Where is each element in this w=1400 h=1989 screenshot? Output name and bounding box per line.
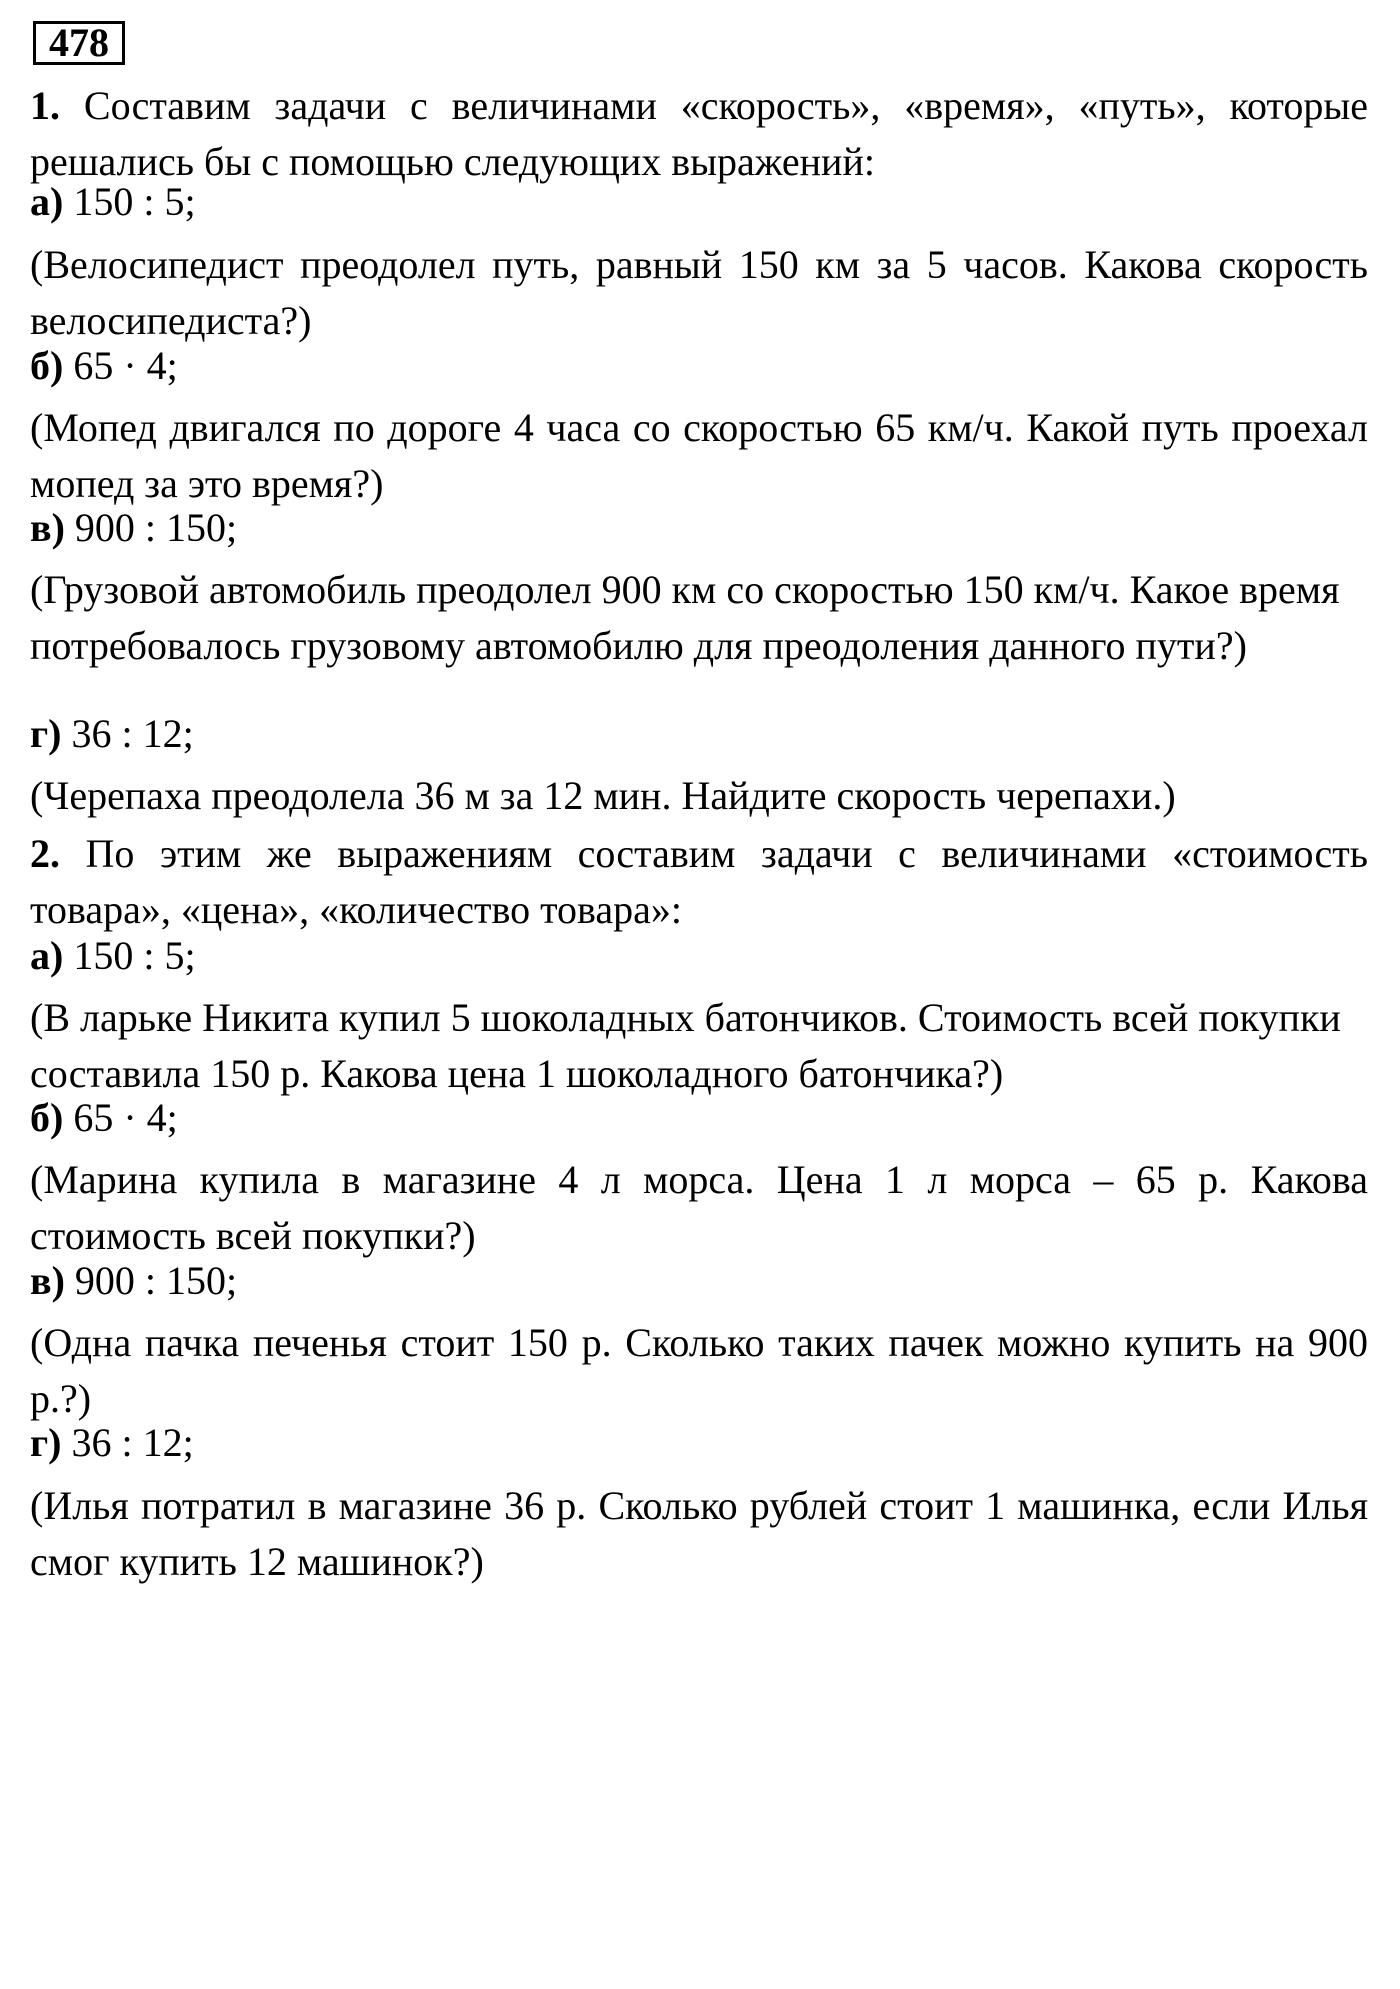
item-label: а) xyxy=(30,179,64,224)
part2-intro-text: По этим же выражениям составим задачи с величинами «стоимость товара», «цена», «количество товара»: xyxy=(30,831,1369,932)
part1-item-b-problem: (Мопед двигался по дороге 4 часа со скоростью 65 км/ч. Какой путь проехал мопед за это время?) xyxy=(30,405,1368,506)
part2-item-b-problem: (Марина купила в магазине 4 л морса. Цена 1 л морса – 65 р. Какова стоимость всей покупки?) xyxy=(30,1157,1368,1258)
part2-item-b-expr xyxy=(30,1090,1368,1146)
item-label: г) xyxy=(30,1420,62,1465)
item-label: б) xyxy=(30,343,64,388)
part2-item-g-expr xyxy=(30,1415,1368,1471)
item-label: г) xyxy=(30,711,62,756)
item-label: в) xyxy=(30,505,65,550)
item-expression: 36 : 12; xyxy=(71,711,194,756)
part2-number: 2. xyxy=(30,831,60,876)
part2-item-a-expr xyxy=(30,928,1368,984)
item-expression: 150 : 5; xyxy=(73,179,196,224)
part1-number: 1. xyxy=(30,83,60,128)
item-expression: 65 · 4; xyxy=(73,1095,178,1140)
part1-item-a-expr xyxy=(30,174,1368,230)
part1-item-g-problem: (Черепаха преодолела 36 м за 12 мин. Найдите скорость черепахи.) xyxy=(30,773,1176,818)
part2-item-v-problem: (Одна пачка печенья стоит 150 р. Сколько таких пачек можно купить на 900 р.?) xyxy=(30,1320,1368,1421)
part1-item-a-problem: (Велосипедист преодолел путь, равный 150 км за 5 часов. Какова скорость велосипедиста?) xyxy=(30,242,1368,343)
part2-intro xyxy=(30,826,1368,938)
item-label: б) xyxy=(30,1095,64,1140)
item-expression: 900 : 150; xyxy=(74,1258,238,1303)
item-expression: 36 : 12; xyxy=(71,1420,194,1465)
item-label: в) xyxy=(30,1258,65,1303)
item-label: а) xyxy=(30,933,64,978)
part2-item-v-expr xyxy=(30,1253,1368,1309)
item-expression: 900 : 150; xyxy=(74,505,238,550)
task-number-box: 478 xyxy=(33,21,125,65)
part1-item-v-problem: (Грузовой автомобиль преодолел 900 км со скоростью 150 км/ч. Какое время потребовалось грузовому автомобилю для преодоления данного пути?) xyxy=(30,567,1340,668)
item-expression: 150 : 5; xyxy=(73,933,196,978)
part1-item-g-expr xyxy=(30,706,1368,762)
part1-intro-text: Составим задачи с величинами «скорость», «время», «путь», которые решались бы с помощью следующих выражений: xyxy=(30,83,1369,184)
part2-item-a-problem: (В ларьке Никита купил 5 шоколадных батончиков. Стоимость всей покупки составила 150 р. Какова цена 1 шоколадного батончика?) xyxy=(30,995,1341,1096)
item-expression: 65 · 4; xyxy=(73,343,178,388)
part1-item-v-expr xyxy=(30,500,1368,556)
part2-item-g-problem: (Илья потратил в магазине 36 р. Сколько рублей стоит 1 машинка, если Илья смог купить 12 машинок?) xyxy=(30,1483,1368,1584)
part1-item-b-expr xyxy=(30,338,1368,394)
